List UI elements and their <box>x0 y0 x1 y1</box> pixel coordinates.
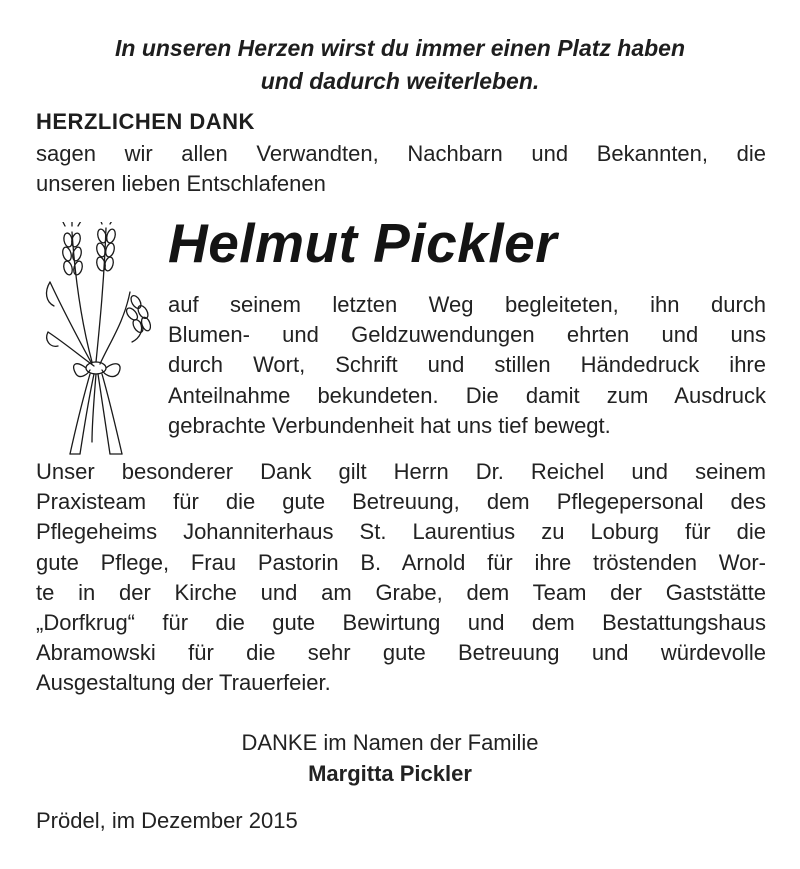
intro-paragraph <box>36 139 766 199</box>
wheat-bundle-icon <box>40 222 158 458</box>
thanks-line-5: te in der Kirche und am Grabe, dem Team der Gaststätte <box>36 579 766 605</box>
motto <box>0 32 800 98</box>
closing-line: DANKE im Namen der Familie <box>241 730 539 755</box>
tribute-paragraph <box>168 290 766 441</box>
deceased-name: Helmut Pickler <box>168 212 558 274</box>
motto-line-2: und dadurch weiterleben. <box>260 68 540 94</box>
special-thanks-paragraph <box>36 457 766 699</box>
place-date: Prödel, im Dezember 2015 <box>36 808 298 833</box>
tribute-line-2: Blumen- und Geldzuwendungen ehrten und uns <box>168 322 766 348</box>
tribute-line-4: Anteilnahme bekundeten. Die damit zum Ausdruck <box>168 382 766 408</box>
thanks-line-4: gute Pflege, Frau Pastorin B. Arnold für ihre tröstenden Wor- <box>36 549 766 575</box>
tribute-line-1: auf seinem letzten Weg begleiteten, ihn durch <box>168 292 766 317</box>
heading: HERZLICHEN DANK <box>36 109 255 134</box>
thanks-line-2: Praxisteam für die gute Betreuung, dem Pflegepersonal des <box>36 489 766 515</box>
thanks-line-6: „Dorfkrug“ für die gute Bewirtung und dem Bestattungshaus <box>36 609 766 635</box>
intro-line-1: sagen wir allen Verwandten, Nachbarn und Bekannten, die <box>36 141 766 166</box>
thanks-line-1: Unser besonderer Dank gilt Herrn Dr. Reichel und seinem <box>36 459 766 484</box>
tribute-line-3: durch Wort, Schrift und stillen Händedruck ihre <box>168 352 766 378</box>
closing-block <box>0 727 780 789</box>
thanks-line-8: Ausgestaltung der Trauerfeier. <box>36 670 331 696</box>
signature: Margitta Pickler <box>308 761 472 786</box>
intro-line-2: unseren lieben Entschlafenen <box>36 171 326 197</box>
thanks-line-3: Pflegeheims Johanniterhaus St. Laurentius zu Loburg für die <box>36 519 766 545</box>
thanks-line-7: Abramowski für die sehr gute Betreuung und würdevolle <box>36 640 766 666</box>
motto-line-1: In unseren Herzen wirst du immer einen Platz haben <box>114 35 686 61</box>
tribute-line-5: gebrachte Verbundenheit hat uns tief bewegt. <box>168 412 611 438</box>
